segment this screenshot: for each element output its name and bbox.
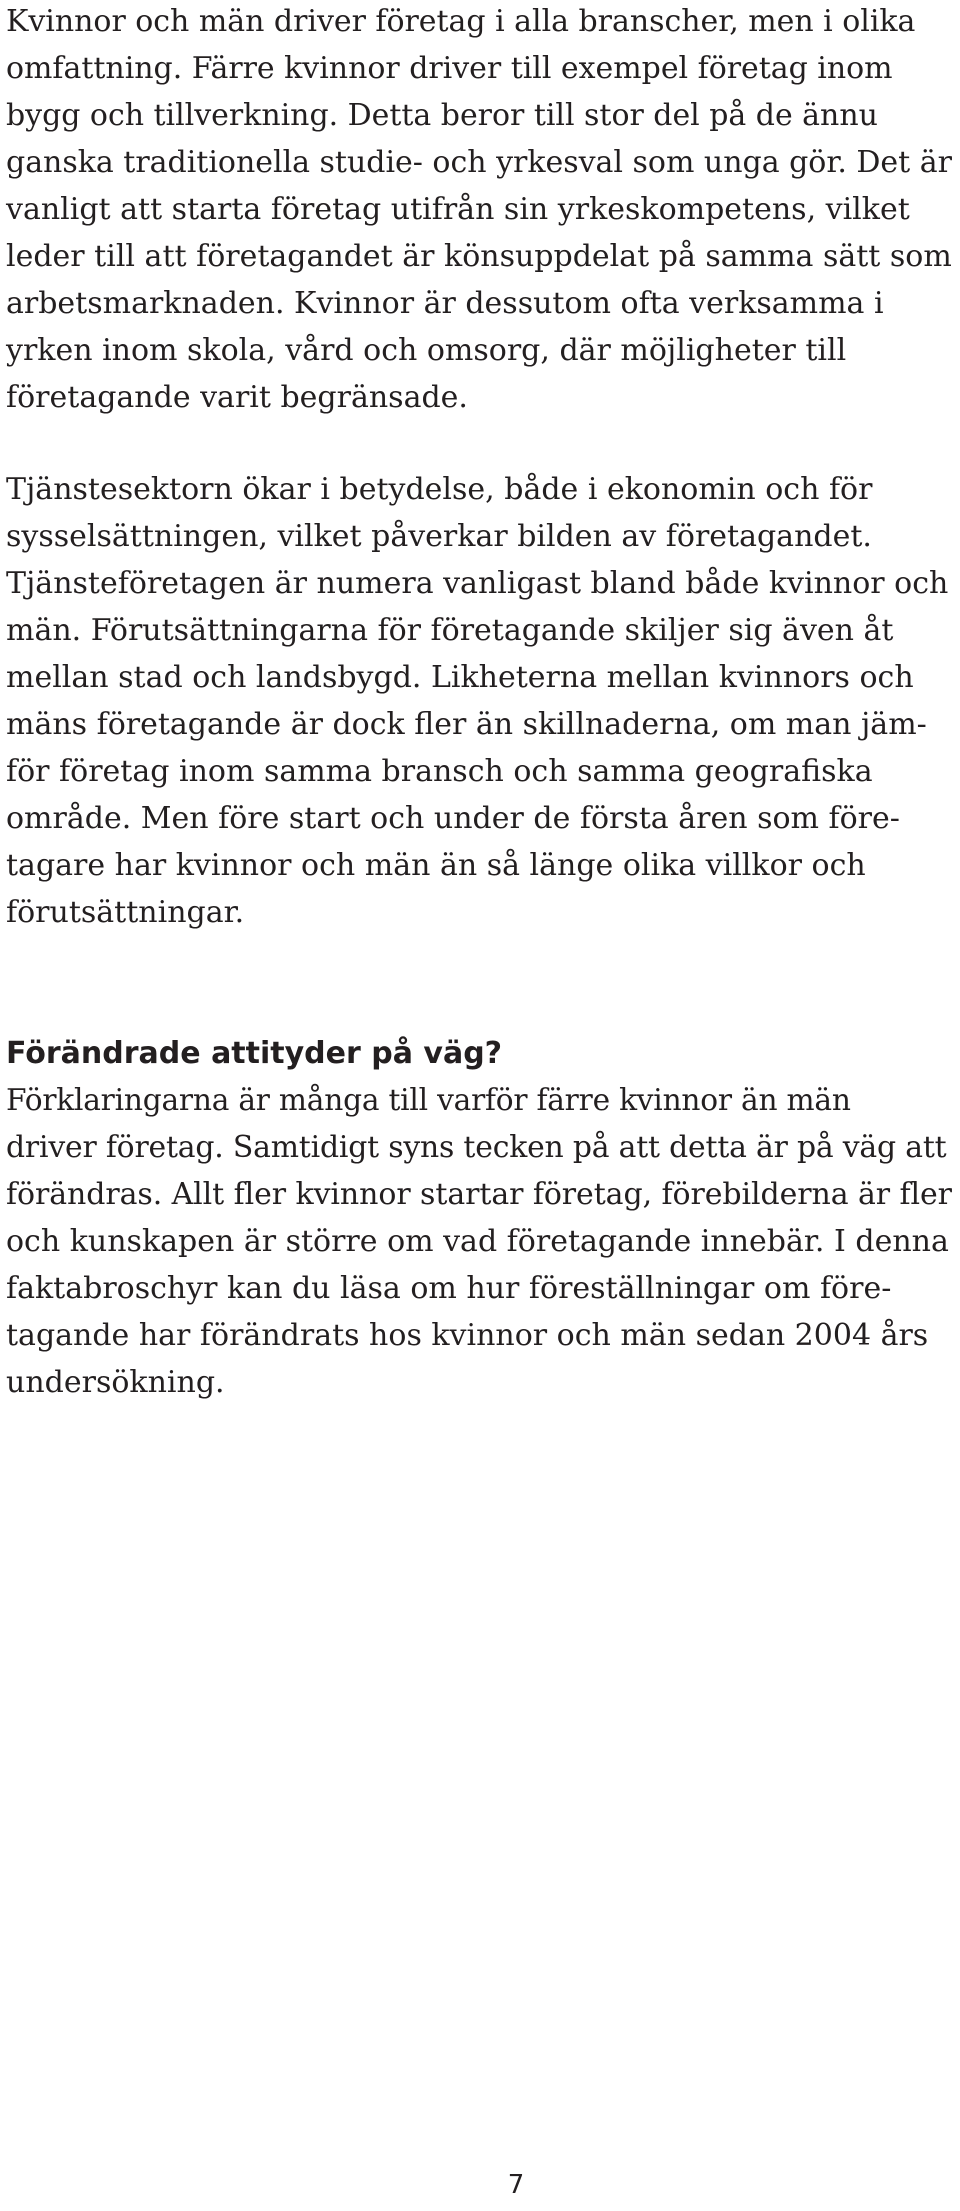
text-line: Förklaringarna är många till varför färre kvinnor än män [6,1083,851,1117]
text-line: Tjänstesektorn ökar i betydelse, både i ekonomin och för [6,472,873,507]
text-line: bygg och tillverkning. Detta beror till stor del på de ännu [6,98,878,133]
text-line: företagande varit begränsade. [6,380,468,415]
text-line: mellan stad och landsbygd. Likheterna mellan kvinnors och [6,660,914,695]
text-line: förändras. Allt fler kvinnor startar företag, förebilderna är fler [6,1177,952,1212]
text-line: arbetsmarknaden. Kvinnor är dessutom ofta verksamma i [6,286,884,321]
text-line: yrken inom skola, vård och omsorg, där möjligheter till [6,333,847,368]
text-line: Kvinnor och män driver företag i alla branscher, men i olika [6,4,916,39]
text-line: för företag inom samma bransch och samma geografiska [6,754,873,789]
text-line: och kunskapen är större om vad företagande innebär. I denna [6,1224,949,1259]
text-line: leder till att företagandet är könsuppdelat på samma sätt som [6,239,952,274]
text-line: område. Men före start och under de första åren som före- [6,801,900,836]
text-line: Tjänsteföretagen är numera vanligast bland både kvinnor och [6,566,949,601]
text-line: omfattning. Färre kvinnor driver till exempel företag inom [6,51,893,86]
text-line: mäns företagande är dock fler än skillnaderna, om man jäm- [6,707,927,742]
paragraph-3 [6,1077,952,1406]
paragraph-1 [6,0,952,421]
text-line: tagare har kvinnor och män än så länge olika villkor och [6,848,866,883]
text-line: driver företag. Samtidigt syns tecken på att detta är på väg att [6,1130,947,1165]
section-heading: Förändrade attityder på väg? [6,1036,503,1071]
text-line: faktabroschyr kan du läsa om hur föreställningar om före- [6,1271,892,1306]
paragraph-2 [6,466,948,936]
text-line: tagande har förändrats hos kvinnor och män sedan 2004 års [6,1318,929,1353]
text-line: män. Förutsättningarna för företagande skiljer sig även åt [6,613,894,648]
text-line: förutsättningar. [6,895,245,930]
text-line: undersökning. [6,1365,225,1400]
text-line: sysselsättningen, vilket påverkar bilden av företagandet. [6,519,872,554]
page-number: 7 [507,2170,525,2200]
text-line: ganska traditionella studie- och yrkesval som unga gör. Det är [6,145,952,180]
text-line: vanligt att starta företag utifrån sin yrkeskompetens, vilket [6,192,910,227]
